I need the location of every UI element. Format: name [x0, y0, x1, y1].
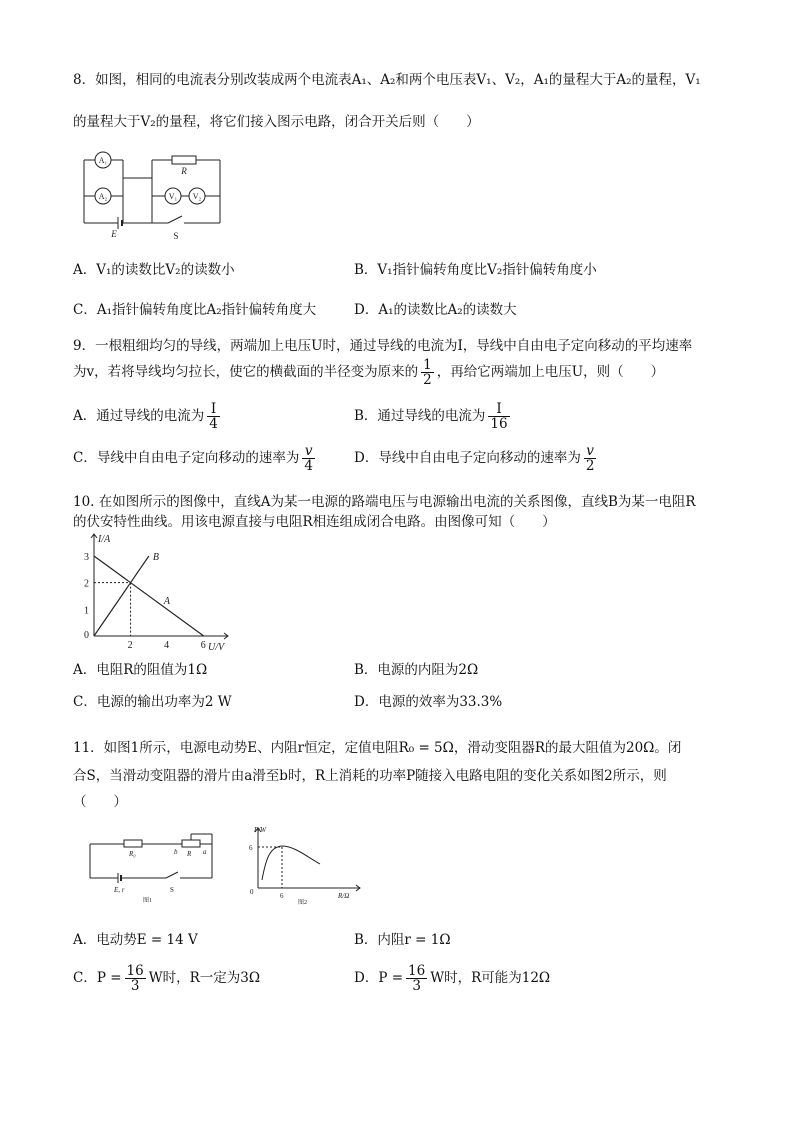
q11-option-d-post: W时，R可能为12Ω: [430, 970, 551, 987]
label-s: S: [173, 231, 179, 241]
series-line-b: [94, 556, 149, 636]
frac-den: 3: [130, 978, 140, 995]
y-tick-label: 2: [84, 578, 89, 590]
label-a: a: [203, 848, 207, 856]
fraction-one-half: [421, 358, 434, 387]
figure-1-caption: 图1: [143, 898, 153, 904]
q10-option-d: D．电源的效率为33.3%: [354, 694, 503, 710]
frac-num: I: [207, 402, 220, 417]
label-s: S: [170, 886, 174, 894]
frac-den: 4: [209, 416, 218, 433]
label-a2: A₂: [98, 192, 108, 201]
q11-option-c-pre: C．P =: [73, 970, 122, 987]
frac-den: 3: [412, 978, 421, 995]
q10-option-b: B．电源的内阻为2Ω: [354, 662, 479, 678]
frac-den: 4: [304, 458, 313, 475]
switch-symbol: [166, 872, 178, 878]
resistor-r-symbol: [172, 156, 196, 164]
q11-option-a: A．电动势E = 14 V: [73, 932, 198, 948]
q11-stem-line2: 合S，当滑动变阻器的滑片由a滑至b时，R上消耗的功率P随接入电路电阻的变化关系如图2所示，则: [73, 768, 667, 784]
q9-option-b-text: B．通过导线的电流为: [354, 408, 486, 425]
q10-stem-line2: 的伏安特性曲线。用该电源直接与电阻R相连组成闭合电路。由图像可知（ ）: [73, 514, 556, 530]
fraction-16-over-3: [406, 964, 427, 993]
q9-stem-line2: [73, 358, 664, 387]
q9-option-d: [354, 444, 599, 473]
fraction-i-over-16: [488, 402, 509, 431]
frac-num: 16: [126, 963, 144, 979]
resistor-r0-symbol: [124, 840, 142, 847]
q11-option-d: [354, 964, 550, 993]
q9-option-c-text: C．导线中自由电子定向移动的速率为: [73, 450, 300, 467]
series-label-b: B: [152, 552, 159, 563]
y-axis-label: I/A: [98, 534, 111, 545]
q9-option-c: [73, 444, 318, 473]
q8-option-c: C．A₁指针偏转角度比A₂指针偏转角度大: [73, 302, 317, 318]
label-r: R: [187, 850, 192, 858]
label-a1: A₁: [98, 156, 108, 165]
fraction-i-over-4: [207, 402, 220, 431]
q9-option-d-text: D．导线中自由电子定向移动的速率为: [354, 450, 581, 467]
rheostat-r-symbol: [182, 840, 200, 847]
q11-option-d-pre: D．P =: [354, 970, 404, 987]
frac-num: I: [488, 402, 509, 417]
fraction-16-over-3: [125, 964, 146, 993]
power-curve: [262, 846, 320, 880]
frac-den: 2: [423, 372, 432, 389]
label-er: E, r: [114, 886, 125, 894]
label-v1: V₁: [168, 192, 178, 201]
q11-option-c-post: W时，R一定为3Ω: [148, 970, 261, 987]
q11-figure-1-circuit: [86, 830, 226, 905]
x-tick-label: 2: [127, 640, 133, 651]
y-tick-label: 1: [84, 605, 89, 617]
label-v2: V₂: [192, 192, 202, 201]
series-line-a: [94, 556, 204, 636]
q8-circuit-figure: [80, 150, 230, 245]
label-e: E: [111, 229, 117, 239]
q11-stem-line3: （ ）: [73, 794, 127, 810]
frac-num: v: [302, 444, 315, 459]
q10-option-a: A．电阻R的阻值为1Ω: [73, 662, 208, 678]
q9-stem-part-b: ，再给它两端加上电压U，则（ ）: [436, 364, 665, 381]
q9-option-a-text: A．通过导线的电流为: [73, 408, 205, 425]
frac-num: 16: [408, 963, 426, 979]
figure-2-caption: 图2: [298, 900, 308, 906]
q8-option-b: B．V₁指针偏转角度比V₂指针偏转角度小: [354, 262, 597, 278]
series-label-a: A: [163, 596, 170, 607]
x-tick-label: 4: [164, 640, 170, 651]
y-tick-label: 3: [84, 552, 89, 563]
y-axis-label: P/W: [254, 826, 267, 834]
q11-option-c: [73, 964, 260, 993]
q10-option-c: C．电源的输出功率为2 W: [73, 694, 232, 710]
q8-option-d: D．A₁的读数比A₂的读数大: [354, 302, 517, 318]
x-axis-label: U/V: [208, 642, 225, 653]
q9-stem-line1: 9．一根粗细均匀的导线，两端加上电压U时，通过导线的电流为I，导线中自由电子定向移动的平均速率: [73, 338, 693, 354]
label-b: b: [174, 848, 178, 856]
q10-iu-chart: [78, 530, 238, 655]
frac-den: 16: [490, 416, 508, 433]
label-r: R: [181, 166, 187, 176]
origin-label: 0: [84, 630, 89, 641]
origin-label: 0: [250, 888, 254, 896]
frac-num: 1: [423, 357, 432, 373]
q11-figure-2-power-curve: [240, 822, 370, 907]
q11-stem-line1: 11．如图1所示，电源电动势E、内阻r恒定，定值电阻R₀ = 5Ω，滑动变阻器R的最大阻值为20Ω。闭: [73, 740, 682, 756]
q11-option-b: B．内阻r = 1Ω: [354, 932, 451, 948]
q8-stem-line1: 8．如图，相同的电流表分别改装成两个电流表A₁、A₂和两个电压表V₁、V₂，A₁的量程大于A₂的量程，V₁: [73, 72, 701, 88]
q9-stem-part-a: 为v，若将导线均匀拉长，使它的横截面的半径变为原来的: [73, 364, 419, 381]
q8-stem-line2: 的量程大于V₂的量程，将它们接入图示电路，闭合开关后则（ ）: [73, 114, 480, 130]
q10-stem-line1: 10. 在如图所示的图像中，直线A为某一电源的路端电压与电源输出电流的关系图像，直线B为某一电阻R: [73, 494, 696, 510]
x-tick-label: 6: [200, 640, 206, 651]
q9-option-b: [354, 402, 513, 431]
label-r0: R₀: [129, 850, 136, 858]
frac-den: 2: [585, 458, 595, 475]
fraction-v-over-4: [302, 444, 315, 473]
q9-option-a: [73, 402, 223, 431]
x-axis-label: R/Ω: [338, 892, 350, 900]
y-tick-6: 6: [249, 844, 253, 852]
frac-num: v: [584, 444, 597, 459]
q8-option-a: A．V₁的读数比V₂的读数小: [73, 262, 235, 278]
x-tick-6: 6: [280, 892, 284, 900]
switch-symbol: [168, 216, 182, 223]
fraction-v-over-2: [584, 444, 597, 473]
